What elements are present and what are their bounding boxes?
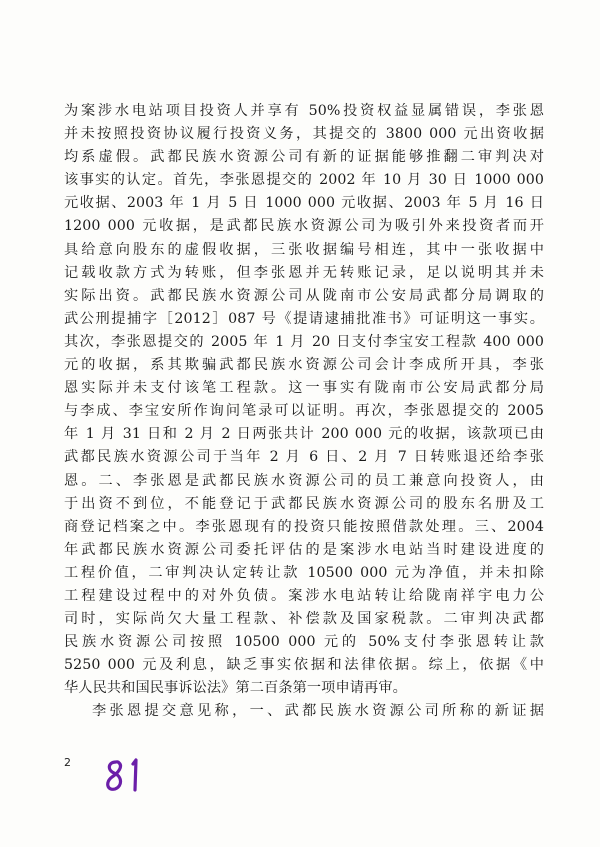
text-line: 为案涉水电站项目投资人并享有 50%投资权益显属错误，李张恩 [64, 103, 544, 119]
text-line: 与李成、李宝安所作询问笔录可以证明。再次，李张恩提交的 2005 [64, 403, 544, 420]
text-line: 1200 000 元收据，是武都民族水资源公司为吸引外来投资者而开 [64, 218, 544, 235]
text-line: 记载收款方式为转账，但李张恩并无转账记录，足以说明其并未 [64, 264, 544, 281]
text-line: 年武都民族水资源公司委托评估的是案涉水电站当时建设进度的 [64, 541, 544, 558]
text-line: 工程价值，二审判决认定转让款 10500 000 元为净值，并未扣除 [64, 564, 544, 581]
text-line: 于出资不到位，不能登记于武都民族水资源公司的股东名册及工 [64, 495, 544, 512]
text-line: 元收据、2003 年 1 月 5 日 1000 000 元收据、2003 年 5 月 16 日 [64, 195, 544, 212]
text-line: 武都民族水资源公司于当年 2 月 6 日、2 月 7 日转账退还给李张 [64, 449, 544, 466]
text-line: 5250 000 元及利息，缺乏事实依据和法律依据。综上，依据《中 [64, 657, 544, 674]
page-number: 2 [64, 756, 71, 769]
text-line: 均系虚假。武都民族水资源公司有新的证据能够推翻二审判决对 [64, 149, 544, 166]
text-line: 华人民共和国民事诉讼法》第二百条第一项申请再审。 [64, 680, 407, 697]
text-line: 恩。二、李张恩是武都民族水资源公司的员工兼意向投资人，由 [64, 472, 544, 489]
text-line: 司时，实际尚欠大量工程款、补偿款及国家税款。二审判决武都 [64, 611, 544, 628]
text-line: 具给意向股东的虚假收据，三张收据编号相连，其中一张收据中 [64, 241, 544, 258]
text-line: 元的收据，系其欺骗武都民族水资源公司会计李成所开具，李张 [64, 357, 544, 374]
text-line: 武公刑提捕字［2012］087 号《提请逮捕批准书》可证明这一事实。 [64, 310, 544, 327]
text-line: 该事实的认定。首先，李张恩提交的 2002 年 10 月 30 日 1000 000 [64, 172, 544, 189]
text-line: 工程建设过程中的对外负债。案涉水电站转让给陇南祥宇电力公 [64, 587, 544, 604]
body-text [64, 100, 544, 724]
text-line: 年 1 月 31 日和 2 月 2 日两张共计 200 000 元的收据，该款项已由 [64, 426, 544, 443]
text-line: 恩实际并未支付该笔工程款。这一事实有陇南市公安局武都分局 [64, 380, 544, 397]
handwritten-page-number [100, 756, 160, 796]
text-line: 民族水资源公司按照 10500 000 元的 50%支付李张恩转让款 [64, 634, 544, 651]
text-line: 李张恩提交意见称，一、武都民族水资源公司所称的新证据 [92, 703, 544, 720]
text-line: 实际出资。武都民族水资源公司从陇南市公安局武都分局调取的 [64, 287, 544, 304]
text-line: 其次，李张恩提交的 2005 年 1 月 20 日支付李宝安工程款 400 000 [64, 333, 544, 350]
text-line: 并未按照投资协议履行投资义务，其提交的 3800 000 元出资收据 [64, 126, 544, 143]
text-line: 商登记档案之中。李张恩现有的投资只能按照借款处理。三、2004 [64, 518, 544, 535]
